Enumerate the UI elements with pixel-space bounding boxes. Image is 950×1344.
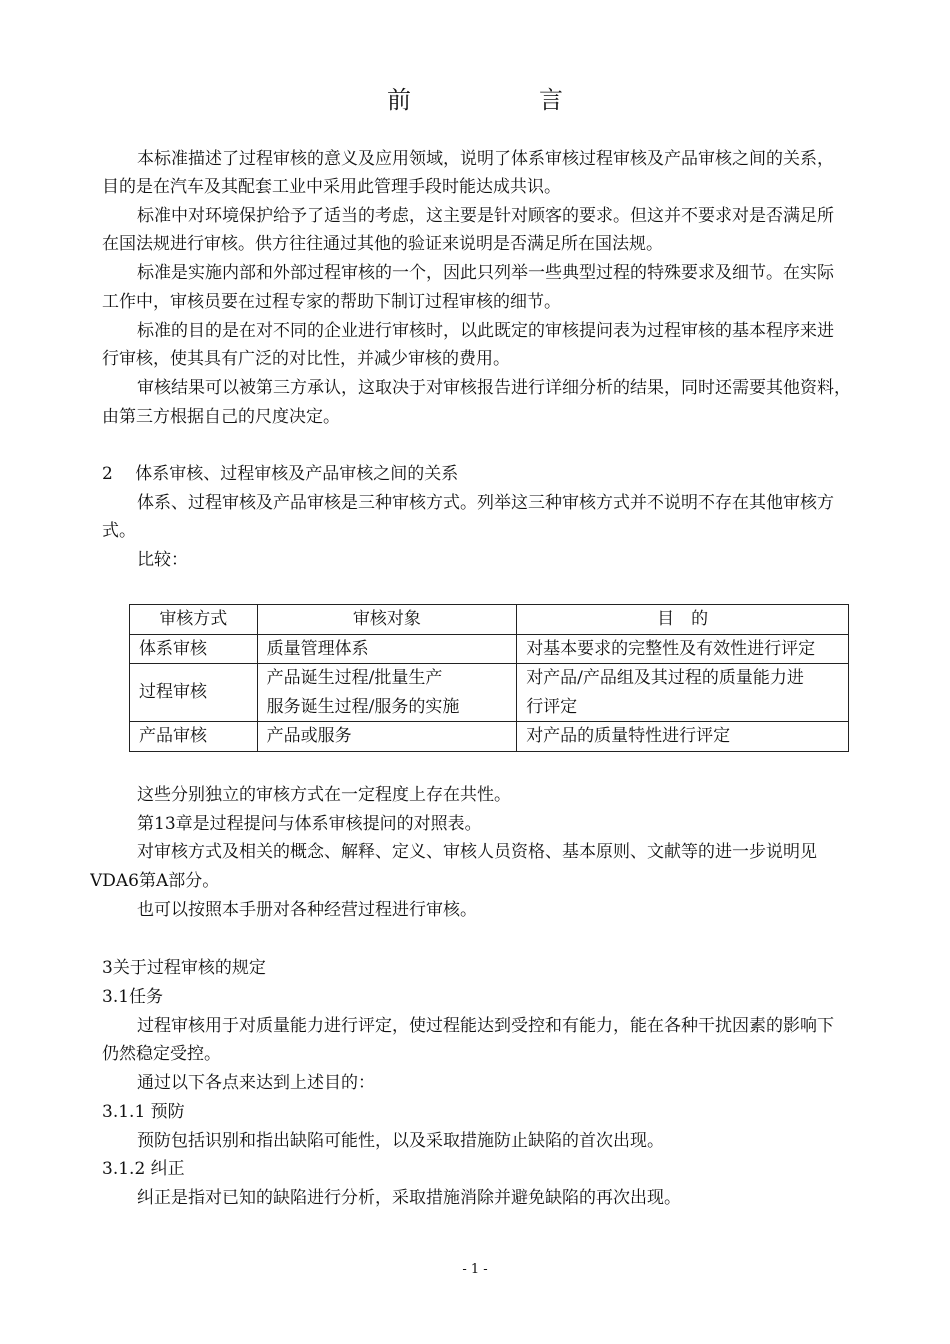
- table-cell-line: 服务诞生过程/服务的实施: [266, 696, 460, 717]
- paragraph-line: 过程审核用于对质量能力进行评定，使过程能达到受控和有能力，能在各种干扰因素的影响下: [137, 1016, 834, 1036]
- paragraph-line: 标准中对环境保护给予了适当的考虑，这主要是针对顾客的要求。但这并不要求对是否满足所: [137, 206, 834, 226]
- table-cell-purpose: 对产品的质量特性进行评定: [517, 722, 849, 752]
- paragraph-line: 也可以按照本手册对各种经营过程进行审核。: [137, 900, 477, 920]
- paragraph-line: 工作中，审核员要在过程专家的帮助下制订过程审核的细节。: [102, 292, 561, 312]
- table-header-cell: 审核对象: [257, 605, 517, 635]
- paragraph-line: 审核结果可以被第三方承认，这取决于对审核报告进行详细分析的结果，同时还需要其他资料，: [137, 378, 851, 398]
- table-row: [130, 634, 849, 664]
- table-cell-object: 质量管理体系: [257, 634, 517, 664]
- table-cell-type: 体系审核: [130, 634, 258, 664]
- paragraph-line: 标准是实施内部和外部过程审核的一个，因此只列举一些典型过程的特殊要求及细节。在实际: [137, 263, 834, 283]
- table-header-row: [130, 605, 849, 635]
- table-cell-type: 产品审核: [130, 722, 258, 752]
- table-cell-purpose: [517, 664, 849, 722]
- table-row: [130, 722, 849, 752]
- paragraph-line: 目的是在汽车及其配套工业中采用此管理手段时能达成共识。: [102, 177, 561, 197]
- paragraph-line: 纠正是指对已知的缺陷进行分析，采取措施消除并避免缺陷的再次出现。: [137, 1188, 681, 1208]
- subsection-heading: 3.1.1 预防: [102, 1102, 185, 1122]
- page-number: - 1 -: [462, 1262, 488, 1277]
- comparison-table: [129, 604, 849, 752]
- table-header-cell: 目 的: [517, 605, 849, 635]
- paragraph-line: 标准的目的是在对不同的企业进行审核时，以此既定的审核提问表为过程审核的基本程序来进: [137, 321, 834, 341]
- paragraph-line: 仍然稳定受控。: [102, 1044, 221, 1064]
- paragraph-line: 对审核方式及相关的概念、解释、定义、审核人员资格、基本原则、文献等的进一步说明见: [137, 842, 817, 862]
- table-cell-line: 对产品/产品组及其过程的质量能力进: [526, 668, 804, 688]
- paragraph-line: 本标准描述了过程审核的意义及应用领域，说明了体系审核过程审核及产品审核之间的关系，: [137, 149, 834, 169]
- page-title: 前 言: [387, 86, 615, 114]
- subsection-heading: 3.1.2 纠正: [102, 1159, 185, 1179]
- section-heading: 2 体系审核、过程审核及产品审核之间的关系: [102, 464, 459, 484]
- table-cell-purpose: 对基本要求的完整性及有效性进行评定: [517, 634, 849, 664]
- table-cell-type: 过程审核: [130, 664, 258, 722]
- paragraph-line: 这些分别独立的审核方式在一定程度上存在共性。: [137, 785, 511, 805]
- subsection-heading: 3.1任务: [102, 987, 164, 1007]
- table-cell-object: 产品或服务: [257, 722, 517, 752]
- table-header-cell: 审核方式: [130, 605, 258, 635]
- paragraph-line: 比较：: [137, 550, 188, 570]
- paragraph-line: 第13章是过程提问与体系审核提问的对照表。: [137, 814, 482, 834]
- table-cell-line: 产品诞生过程/批量生产: [266, 668, 443, 688]
- section-heading: 3关于过程审核的规定: [102, 958, 266, 978]
- paragraph-line: VDA6第A部分。: [90, 871, 220, 891]
- table-cell-line: 行评定: [526, 696, 578, 717]
- paragraph-line: 式。: [102, 521, 136, 541]
- paragraph-line: 行审核，使其具有广泛的对比性，并减少审核的费用。: [102, 349, 510, 369]
- paragraph-line: 通过以下各点来达到上述目的：: [137, 1073, 375, 1093]
- paragraph-line: 在国法规进行审核。供方往往通过其他的验证来说明是否满足所在国法规。: [102, 234, 663, 254]
- paragraph-line: 体系、过程审核及产品审核是三种审核方式。列举这三种审核方式并不说明不存在其他审核方: [137, 493, 834, 513]
- paragraph-line: 预防包括识别和指出缺陷可能性，以及采取措施防止缺陷的首次出现。: [137, 1131, 664, 1151]
- table-row: [130, 664, 849, 722]
- table-cell-object: [257, 664, 517, 722]
- paragraph-line: 由第三方根据自己的尺度决定。: [102, 407, 340, 427]
